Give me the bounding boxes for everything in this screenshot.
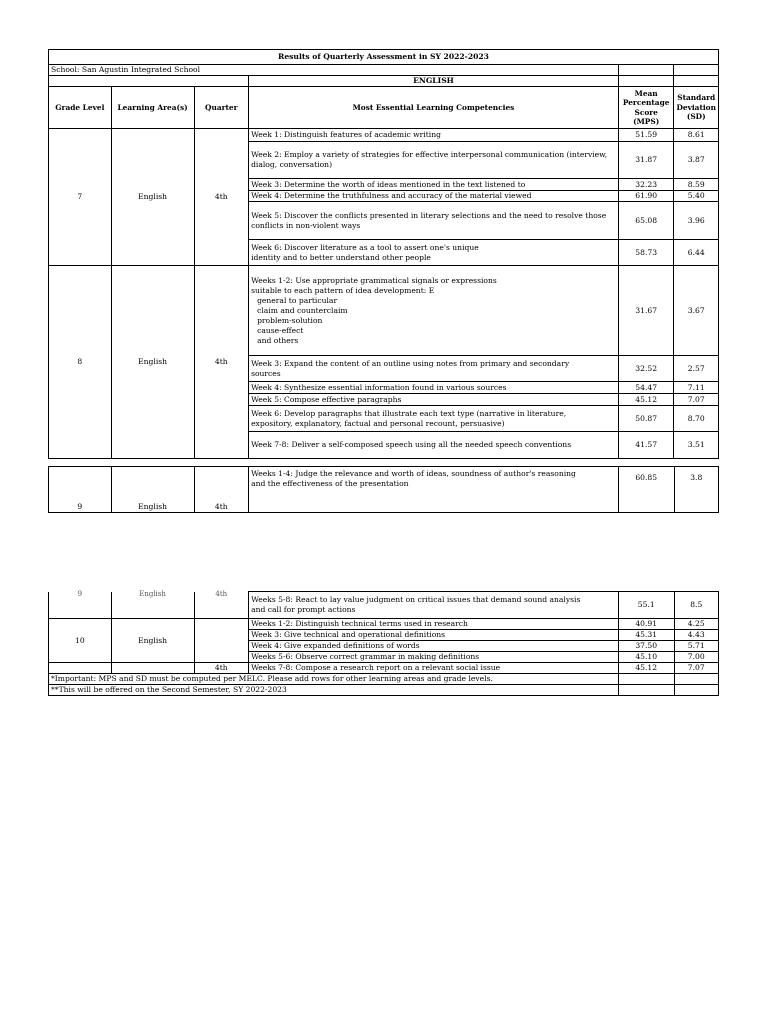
grade-10-area: English xyxy=(111,619,194,663)
grade-9-quarter: 4th xyxy=(194,467,249,513)
mps-cell: 61.90 xyxy=(618,191,674,202)
sd-cell: 7.00 xyxy=(674,652,719,663)
assessment-table-page2 xyxy=(48,591,719,696)
melc-cell: Week 3: Give technical and operational definitions xyxy=(249,630,619,641)
mps-cell: 32.23 xyxy=(618,179,674,191)
melc-cell: Week 3: Determine the worth of ideas mentioned in the text listened to xyxy=(249,179,619,191)
table-row xyxy=(49,266,719,356)
sd-cell: 4.25 xyxy=(674,619,719,630)
mps-cell: 50.87 xyxy=(618,406,674,432)
sd-cell: 7.07 xyxy=(674,663,719,674)
important-note: *Important: MPS and SD must be computed per MELC. Please add rows for other learning areas and grade levels. xyxy=(49,674,619,685)
melc-cell: Week 5: Compose effective paragraphs xyxy=(249,394,619,406)
mps-cell: 45.10 xyxy=(618,652,674,663)
grade-9-fragment xyxy=(48,466,719,513)
page-break-fragment xyxy=(48,466,719,511)
mps-cell: 58.73 xyxy=(618,240,674,266)
table-row xyxy=(49,619,719,630)
sd-cell: 3.67 xyxy=(674,266,719,356)
melc-subitem: claim and counterclaim xyxy=(257,305,348,315)
mps-cell: 45.31 xyxy=(618,630,674,641)
melc-subitem: and others xyxy=(257,335,299,345)
melc-cell: Week 6: Discover literature as a tool to assert one's unique identity and to better understand other people xyxy=(249,240,619,266)
grade-8-level: 8 xyxy=(49,266,112,459)
grade-10-level: 10 xyxy=(49,619,112,663)
sd-cell: 5.40 xyxy=(674,191,719,202)
melc-cell xyxy=(249,266,619,356)
melc-cell: Week 4: Give expanded definitions of words xyxy=(249,641,619,652)
mps-cell: 37.50 xyxy=(618,641,674,652)
grade-7-quarter: 4th xyxy=(194,129,249,266)
melc-cell: Week 2: Employ a variety of strategies for effective interpersonal communication (interview, dialog, conversation) xyxy=(249,142,619,179)
melc-cell: Weeks 5-8: React to lay value judgment on critical issues that demand sound analysis and call for prompt actions xyxy=(249,592,619,619)
sd-cell: 3.51 xyxy=(674,432,719,459)
melc-cell: Week 1: Distinguish features of academic writing xyxy=(249,129,619,142)
grade-9-level: 9 xyxy=(49,467,112,513)
sd-cell: 2.57 xyxy=(674,356,719,382)
sd-cell: 3.96 xyxy=(674,202,719,240)
header-melc: Most Essential Learning Competencies xyxy=(249,87,619,129)
school-name: School: San Agustin Integrated School xyxy=(49,65,619,76)
sd-cell: 8.70 xyxy=(674,406,719,432)
melc-cell: Week 6: Develop paragraphs that illustrate each text type (narrative in literature, expository, explanatory, factual and personal recount, persuasive) xyxy=(249,406,619,432)
sd-cell: 7.07 xyxy=(674,394,719,406)
melc-cell: Weeks 1-4: Judge the relevance and worth of ideas, soundness of author's reasoning and the effectiveness of the presentation xyxy=(249,467,619,513)
subject-heading: ENGLISH xyxy=(249,76,619,87)
sd-cell: 8.59 xyxy=(674,179,719,191)
mps-cell: 45.12 xyxy=(618,394,674,406)
melc-cell: Week 5: Discover the conflicts presented in literary selections and the need to resolve those conflicts in non-violent ways xyxy=(249,202,619,240)
mps-cell: 32.52 xyxy=(618,356,674,382)
sd-cell: 8.61 xyxy=(674,129,719,142)
melc-cell: Weeks 7-8: Compose a research report on a relevant social issue xyxy=(249,663,619,674)
mps-cell: 54.47 xyxy=(618,382,674,394)
table-row xyxy=(49,663,719,674)
sd-cell: 8.5 xyxy=(674,592,719,619)
melc-subitem: general to particular xyxy=(257,295,338,305)
grade-9-area-cont: English xyxy=(111,592,194,619)
melc-cell: Week 7-8: Deliver a self-composed speech using all the needed speech conventions xyxy=(249,432,619,459)
mps-cell: 40.91 xyxy=(618,619,674,630)
table-row xyxy=(49,592,719,619)
header-grade-level: Grade Level xyxy=(49,87,112,129)
report-title: Results of Quarterly Assessment in SY 2022-2023 xyxy=(49,50,719,65)
grade-9-quarter-cont: 4th xyxy=(194,592,249,619)
sd-cell: 7.11 xyxy=(674,382,719,394)
grade-7-area: English xyxy=(111,129,194,266)
mps-cell: 51.59 xyxy=(618,129,674,142)
header-sd: Standard Deviation (SD) xyxy=(674,87,719,129)
grade-7-level: 7 xyxy=(49,129,112,266)
mps-cell: 41.57 xyxy=(618,432,674,459)
melc-subitem: cause-effect xyxy=(257,325,304,335)
assessment-table-page1 xyxy=(48,49,719,459)
grade-8-quarter: 4th xyxy=(194,266,249,459)
grade-9-level-cont: 9 xyxy=(49,592,112,619)
melc-cell: Week 4: Determine the truthfulness and accuracy of the material viewed xyxy=(249,191,619,202)
melc-cell: Week 4: Synthesize essential information found in various sources xyxy=(249,382,619,394)
sd-cell: 5.71 xyxy=(674,641,719,652)
mps-cell: 31.67 xyxy=(618,266,674,356)
table-row xyxy=(49,129,719,142)
header-learning-area: Learning Area(s) xyxy=(111,87,194,129)
mps-cell: 60.85 xyxy=(618,467,674,513)
melc-cell: Weeks 5-6: Observe correct grammar in making definitions xyxy=(249,652,619,663)
melc-text: Weeks 1-2: Use appropriate grammatical signals or expressions suitable to each pattern of idea development: E xyxy=(251,275,497,295)
melc-subitem: problem-solution xyxy=(257,315,323,325)
sd-cell: 4.43 xyxy=(674,630,719,641)
sd-cell: 3.8 xyxy=(674,467,719,513)
grade-8-area: English xyxy=(111,266,194,459)
header-mps: Mean Percentage Score (MPS) xyxy=(618,87,674,129)
mps-cell: 45.12 xyxy=(618,663,674,674)
table-row xyxy=(49,467,719,513)
mps-cell: 65.08 xyxy=(618,202,674,240)
mps-cell: 31.87 xyxy=(618,142,674,179)
sd-cell: 6.44 xyxy=(674,240,719,266)
grade-10-quarter: 4th xyxy=(194,663,249,674)
second-semester-note: **This will be offered on the Second Semester, SY 2022-2023 xyxy=(49,685,619,696)
sd-cell: 3.87 xyxy=(674,142,719,179)
melc-cell: Week 3: Expand the content of an outline using notes from primary and secondary sources xyxy=(249,356,619,382)
table-row xyxy=(49,674,719,685)
mps-cell: 55.1 xyxy=(618,592,674,619)
table-row xyxy=(49,685,719,696)
melc-cell: Weeks 1-2: Distinguish technical terms used in research xyxy=(249,619,619,630)
header-quarter: Quarter xyxy=(194,87,249,129)
grade-9-area: English xyxy=(111,467,194,513)
